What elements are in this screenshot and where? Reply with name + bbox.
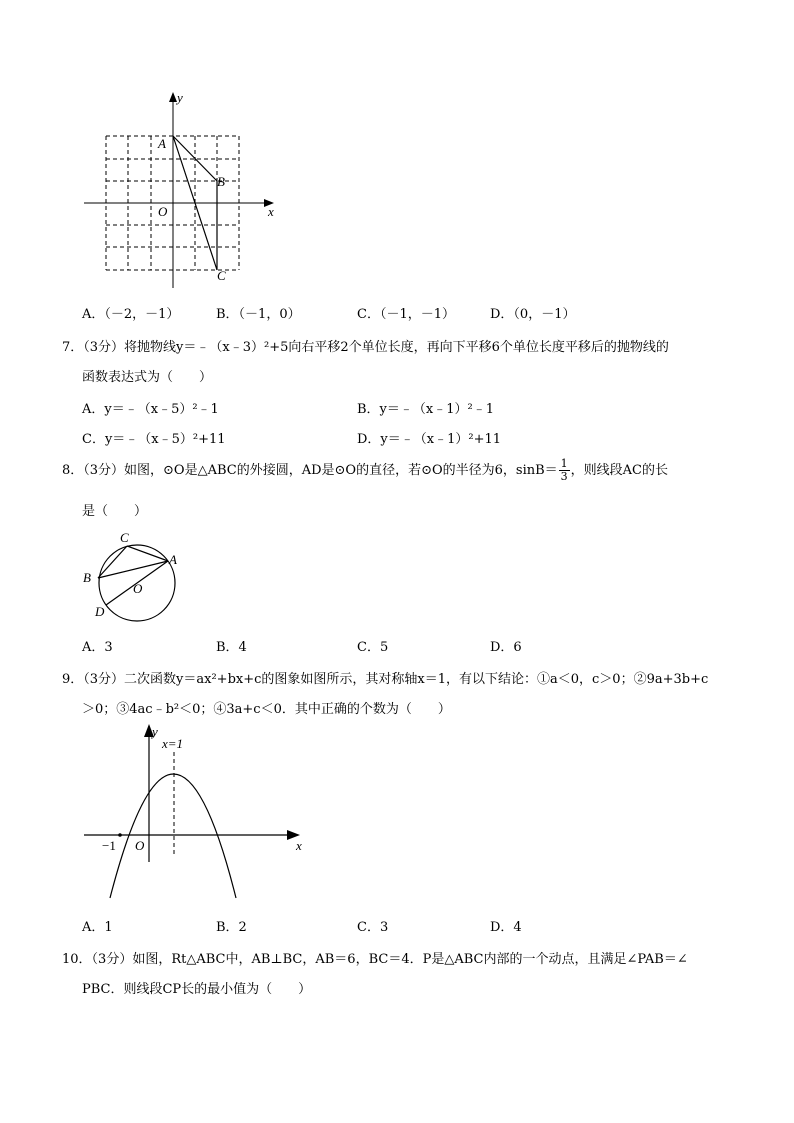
q6-label-c: C [217, 268, 226, 283]
q8-frac-den: 3 [560, 470, 568, 483]
q8-option-d: D．6 [490, 640, 522, 655]
q8-frac-num: 1 [560, 457, 568, 470]
q6-label-x: x [268, 204, 274, 219]
q8-stem-line1 [62, 458, 668, 483]
q8-label-a: A [169, 552, 177, 567]
q6-option-a: A．（－2，－1） [82, 307, 180, 322]
q9-label-neg1: −1 [102, 838, 116, 853]
q7-option-b: B．y＝﹣（x﹣1）²﹣1 [357, 402, 494, 417]
q8-segments [98, 546, 168, 605]
q8-stem-line2: 是（ ） [82, 504, 148, 519]
q10-stem-line2: PBC．则线段CP长的最小值为（ ） [82, 982, 312, 997]
q9-option-b: B．2 [216, 920, 247, 935]
q8-option-a: A．3 [82, 640, 113, 655]
q9-label-y: y [152, 724, 158, 739]
q9-root-point [118, 833, 122, 837]
q9-option-a: A．1 [82, 920, 113, 935]
q7-stem-line2: 函数表达式为（ ） [82, 370, 213, 385]
q8-stem-part1: 8．（3分）如图，⊙O是△ABC的外接圆，AD是⊙O的直径，若⊙O的半径为6，sinB＝ [62, 463, 558, 478]
q8-label-c: C [120, 530, 129, 545]
q9-parabola-curve [110, 774, 236, 898]
q6-option-b: B．（－1，0） [216, 307, 301, 322]
q9-stem-line2: ＞0；③4ac﹣b²＜0；④3a+c＜0．其中正确的个数为（ ） [82, 702, 451, 717]
q6-label-y: y [177, 90, 183, 105]
q9-stem-line1: 9．（3分）二次函数y＝ax²+bx+c的图象如图所示，其对称轴x＝1，有以下结论：①a＜0，c＞0；②9a+3b+c [62, 672, 709, 687]
q8-label-b: B [83, 570, 91, 585]
q7-option-a: A．y＝﹣（x﹣5）²﹣1 [82, 402, 219, 417]
q6-label-a: A [158, 136, 166, 151]
q6-option-c: C．（－1，－1） [357, 307, 455, 322]
q7-option-d: D．y＝﹣（x﹣1）²+11 [357, 432, 502, 447]
q9-label-o: O [135, 838, 145, 853]
q6-label-b: B [217, 174, 225, 189]
q9-label-x: x [296, 838, 302, 853]
q6-y-axis-arrow [169, 92, 177, 102]
q7-stem-line1: 7．（3分）将抛物线y＝﹣（x﹣3）²+5向右平移2个单位长度，再向下平移6个单位长度平移后的抛物线的 [62, 340, 669, 355]
q8-stem-part2: ，则线段AC的长 [570, 463, 669, 478]
q8-fraction [559, 458, 570, 483]
q9-label-axis: x=1 [162, 736, 184, 751]
q8-option-b: B．4 [216, 640, 247, 655]
q6-label-o: O [158, 204, 168, 219]
q8-circle-figure [78, 526, 188, 626]
q7-option-c: C．y＝﹣（x﹣5）²+11 [82, 432, 226, 447]
q9-option-c: C．3 [357, 920, 389, 935]
q10-stem-line1: 10．（3分）如图，Rt△ABC中，AB⊥BC，AB＝6，BC＝4．P是△ABC内部的一个动点，且满足∠PAB＝∠ [62, 952, 688, 967]
q6-option-d: D．（0，－1） [490, 307, 576, 322]
q8-label-o: O [133, 581, 143, 596]
q8-option-c: C．5 [357, 640, 389, 655]
q9-option-d: D．4 [490, 920, 522, 935]
q8-label-d: D [95, 604, 105, 619]
q6-grid-figure [78, 88, 288, 293]
q9-parabola-figure [78, 722, 318, 904]
